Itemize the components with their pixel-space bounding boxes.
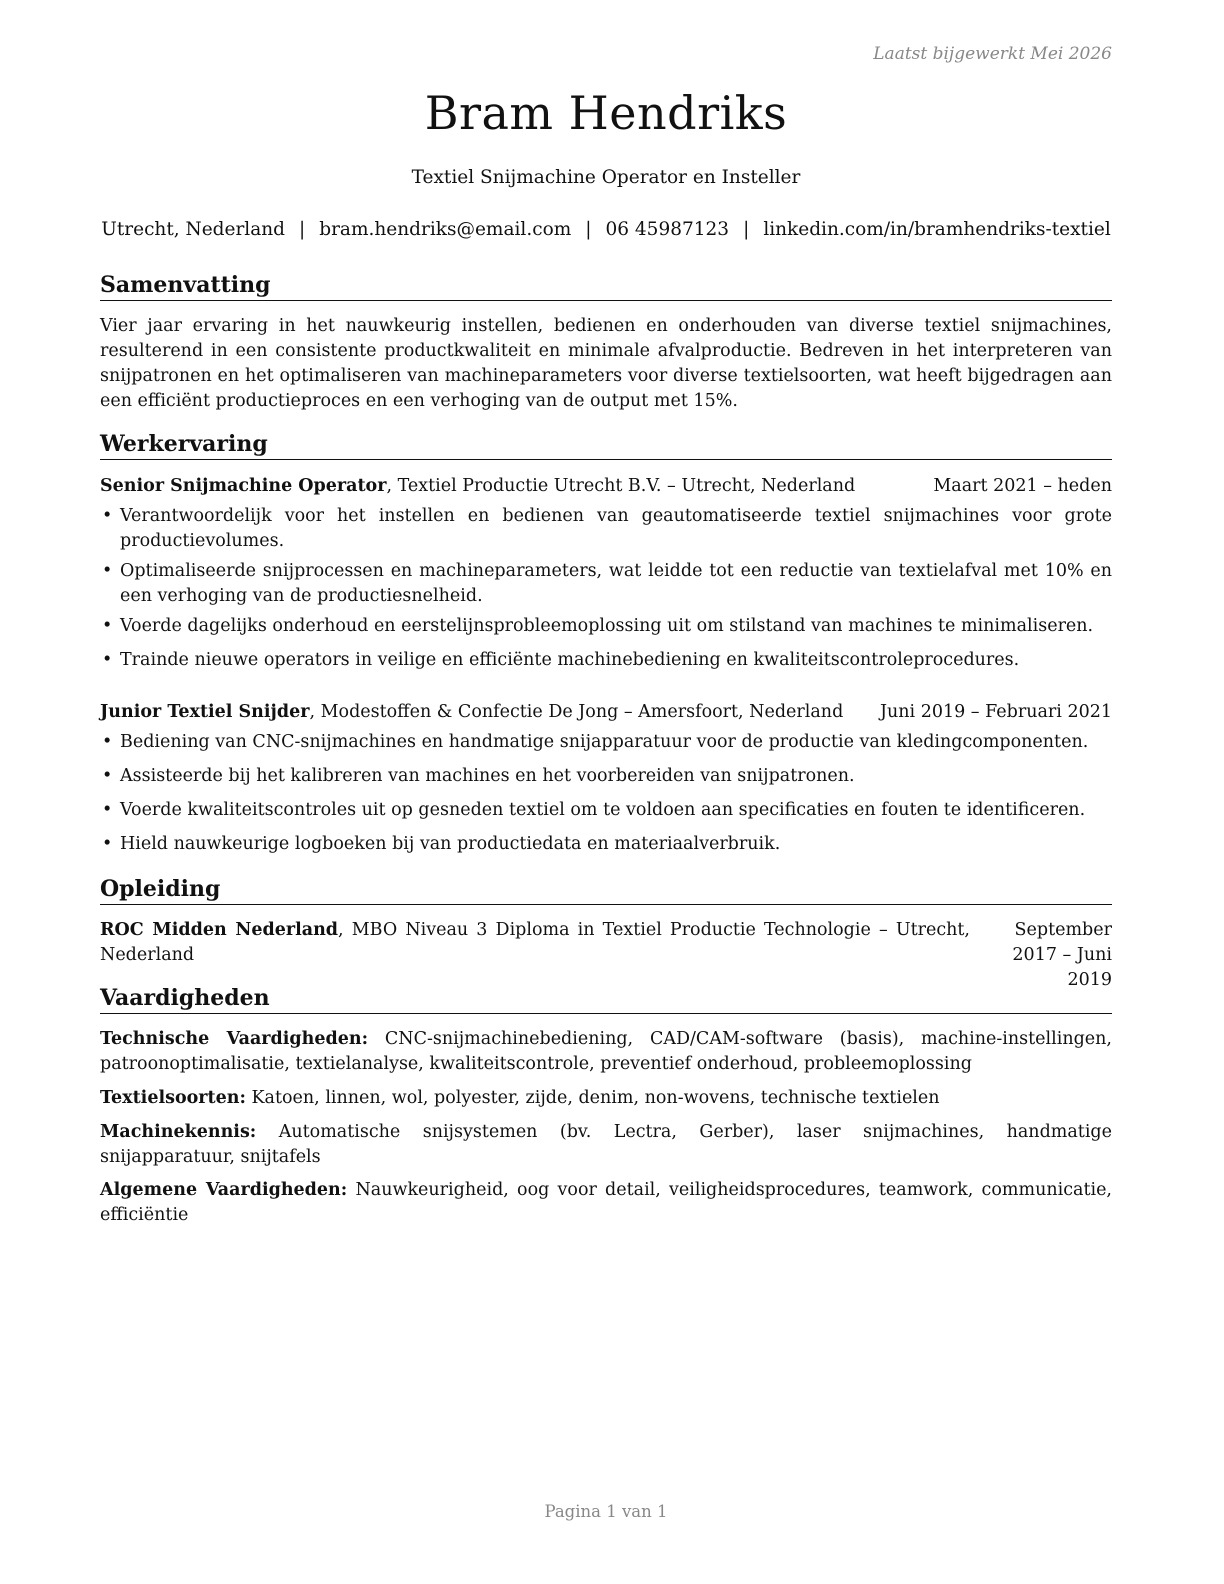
contact-separator: | [585,219,592,240]
list-item: • Bediening van CNC-snijmachines en handmatige snijapparatuur voor de productie van kledingcomponenten. [100,730,1112,755]
list-item: • Voerde kwaliteitscontroles uit op gesneden textiel om te voldoen aan specificaties en fouten te identificeren. [100,798,1112,823]
job-bullets [100,504,1112,673]
job-dates: Juni 2019 – Februari 2021 [879,702,1112,722]
bullet-icon: • [102,766,113,786]
contact-location: Utrecht, Nederland [101,219,286,240]
list-item: • Assisteerde bij het kalibreren van machines en het voorbereiden van snijpatronen. [100,764,1112,789]
skill-label: Textielsoorten: [100,1088,246,1108]
skill-row [100,1120,1112,1170]
contact-separator: | [743,219,750,240]
section-title-summary: Samenvatting [100,272,1112,301]
skill-row [100,1178,1112,1228]
skill-text: Katoen, linnen, wol, polyester, zijde, denim, non-wovens, technische textielen [245,1088,940,1108]
education-details [100,918,970,993]
contact-separator: | [299,219,306,240]
education-dates: September 2017 – Juni 2019 [1012,920,1112,990]
skill-text: CNC-snijmachinebediening, CAD/CAM-software (basis), machine-instellingen, patroonoptimalisatie, textielanalyse, kwaliteitscontrole, preventief onderhoud, probleemoplossing [100,1029,1112,1074]
bullet-icon: • [102,800,113,820]
job-role: Junior Textiel Snijder [100,702,310,722]
bullet-icon: • [102,561,113,581]
skill-text: Nauwkeurigheid, oog voor detail, veiligheidsprocedures, teamwork, communicatie, efficiëntie [100,1180,1112,1225]
skill-text: Automatische snijsystemen (bv. Lectra, Gerber), laser snijmachines, handmatige snijapparatuur, snijtafels [100,1122,1112,1167]
section-title-skills: Vaardigheden [100,985,1112,1014]
job-header [100,700,1112,725]
page-number: Pagina 1 van 1 [544,1502,668,1521]
list-item: • Verantwoordelijk voor het instellen en bedienen van geautomatiseerde textiel snijmachines voor grote productievolumes. [102,506,1112,551]
contact-line [100,219,1112,240]
job-bullets [100,730,1112,857]
job-title-org [100,700,843,725]
job-dates: Maart 2021 – heden [933,476,1112,496]
bullet-icon: • [102,834,113,854]
job-header [100,474,1112,499]
summary-text: Vier jaar ervaring in het nauwkeurig instellen, bedienen en onderhouden van diverse textiel snijmachines, resulterend in een consistente productkwaliteit en minimale afvalproductie. Bedreven in het interpreteren van snijpatronen en het optimaliseren van machineparameters voor diverse textielsoorten, wat heeft bijgedragen aan een efficiënt productieproces en een verhoging van de output met 15%. [100,316,1112,411]
skill-row [100,1027,1112,1077]
skill-row [100,1086,1112,1111]
job-title: Textiel Snijmachine Operator en Insteller [411,167,801,188]
skill-label: Machinekennis: [100,1122,257,1142]
section-title-education: Opleiding [100,876,1112,905]
candidate-name: Bram Hendriks [424,86,788,140]
list-item: • Optimaliseerde snijprocessen en machineparameters, wat leidde tot een reductie van textielafval met 10% en een verhoging van de productiesnelheid. [102,561,1112,606]
education-program: , MBO Niveau 3 Diploma in Textiel Productie Technologie – Utrecht, Nederland [100,920,970,965]
list-item: • Trainde nieuwe operators in veilige en efficiënte machinebediening en kwaliteitscontroleprocedures. [100,648,1112,673]
list-item: • Hield nauwkeurige logboeken bij van productiedata en materiaalverbruik. [100,832,1112,857]
bullet-icon: • [102,650,113,670]
education-school: ROC Midden Nederland [100,920,339,940]
bullet-icon: • [102,732,113,752]
job-role: Senior Snijmachine Operator [100,476,387,496]
skill-label: Algemene Vaardigheden: [100,1180,348,1200]
list-item: • Voerde dagelijks onderhoud en eerstelijnsprobleemoplossing uit om stilstand van machines te minimaliseren. [100,614,1112,639]
contact-linkedin[interactable]: linkedin.com/in/bramhendriks-textiel [763,219,1111,240]
last-updated: Laatst bijgewerkt Mei 2026 [873,44,1112,64]
skill-label: Technische Vaardigheden: [100,1029,369,1049]
job-title-org [100,474,855,499]
contact-email[interactable]: bram.hendriks@email.com [319,219,572,240]
education-entry [100,918,1112,993]
bullet-icon: • [102,616,113,636]
bullet-icon: • [102,506,113,526]
job-org: , Modestoffen & Confectie De Jong – Amersfoort, Nederland [309,702,844,722]
section-title-experience: Werkervaring [100,431,1112,460]
resume-page [100,0,1112,1584]
job-org: , Textiel Productie Utrecht B.V. – Utrecht, Nederland [386,476,856,496]
contact-phone: 06 45987123 [605,219,730,240]
